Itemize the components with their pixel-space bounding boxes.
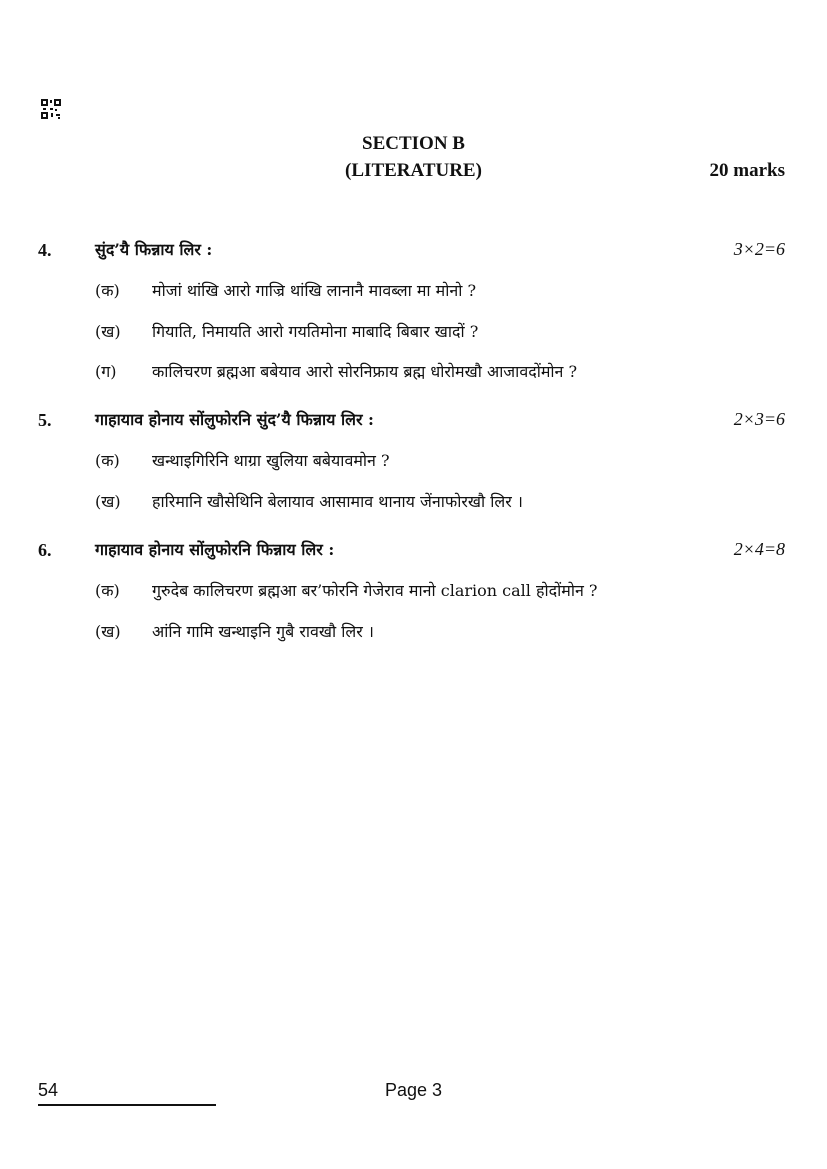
sub-question-text: खन्थाइगिरिनि थाग्रा खुलिया बबेयावमोन ? [152,451,390,470]
sub-question-text: आंनि गामि खन्थाइनि गुबै रावखौ लिर । [152,622,374,641]
paper-code: 54 [38,1080,59,1100]
question-marks: 2×4=8 [733,539,785,559]
question-number: 4. [38,240,52,260]
sub-question-label: (क) [95,281,120,300]
sub-question-label: (ख) [95,492,121,511]
sub-question-text: गियाति, निमायति आरो गयतिमोना माबादि बिबार खादों ? [152,322,479,341]
question-number: 5. [38,410,52,430]
sub-question-text: मोजां थांखि आरो गाज्रि थांखि लानानै मावब्ला मा मोनो ? [152,281,477,300]
page-number: Page 3 [384,1080,443,1100]
sub-question-text: हारिमानि खौसेथिनि बेलायाव आसामाव थानाय जेंनाफोरखौ लिर । [152,492,523,511]
section-title: SECTION B [362,133,465,154]
sub-question-label: (क) [95,451,120,470]
section-subtitle: (LITERATURE) [345,160,482,181]
qr-code-icon [41,99,61,119]
question-marks: 2×3=6 [733,409,785,429]
sub-question-label: (ग) [95,362,117,381]
sub-question-label: (ख) [95,322,121,341]
question-number: 6. [38,540,52,560]
sub-question-text: गुरुदेब कालिचरण ब्रह्मआ बर’फोरनि गेजेराव मानो clarion call होदोंमोन ? [152,581,598,600]
sub-question-label: (ख) [95,622,121,641]
question-text: गाहायाव होनाय सोंलुफोरनि फिन्नाय लिर : [95,540,335,559]
section-marks: 20 marks [709,160,785,181]
footer-divider [38,1104,216,1106]
sub-question-text: कालिचरण ब्रह्मआ बबेयाव आरो सोरनिफ्राय ब्रह्म धोरोमखौ आजावदोंमोन ? [152,362,578,381]
question-text: गाहायाव होनाय सोंलुफोरनि सुंद’यै फिन्नाय लिर : [95,410,374,429]
sub-question-label: (क) [95,581,120,600]
question-marks: 3×2=6 [733,239,785,259]
question-text: सुंद’यै फिन्नाय लिर : [95,240,213,259]
